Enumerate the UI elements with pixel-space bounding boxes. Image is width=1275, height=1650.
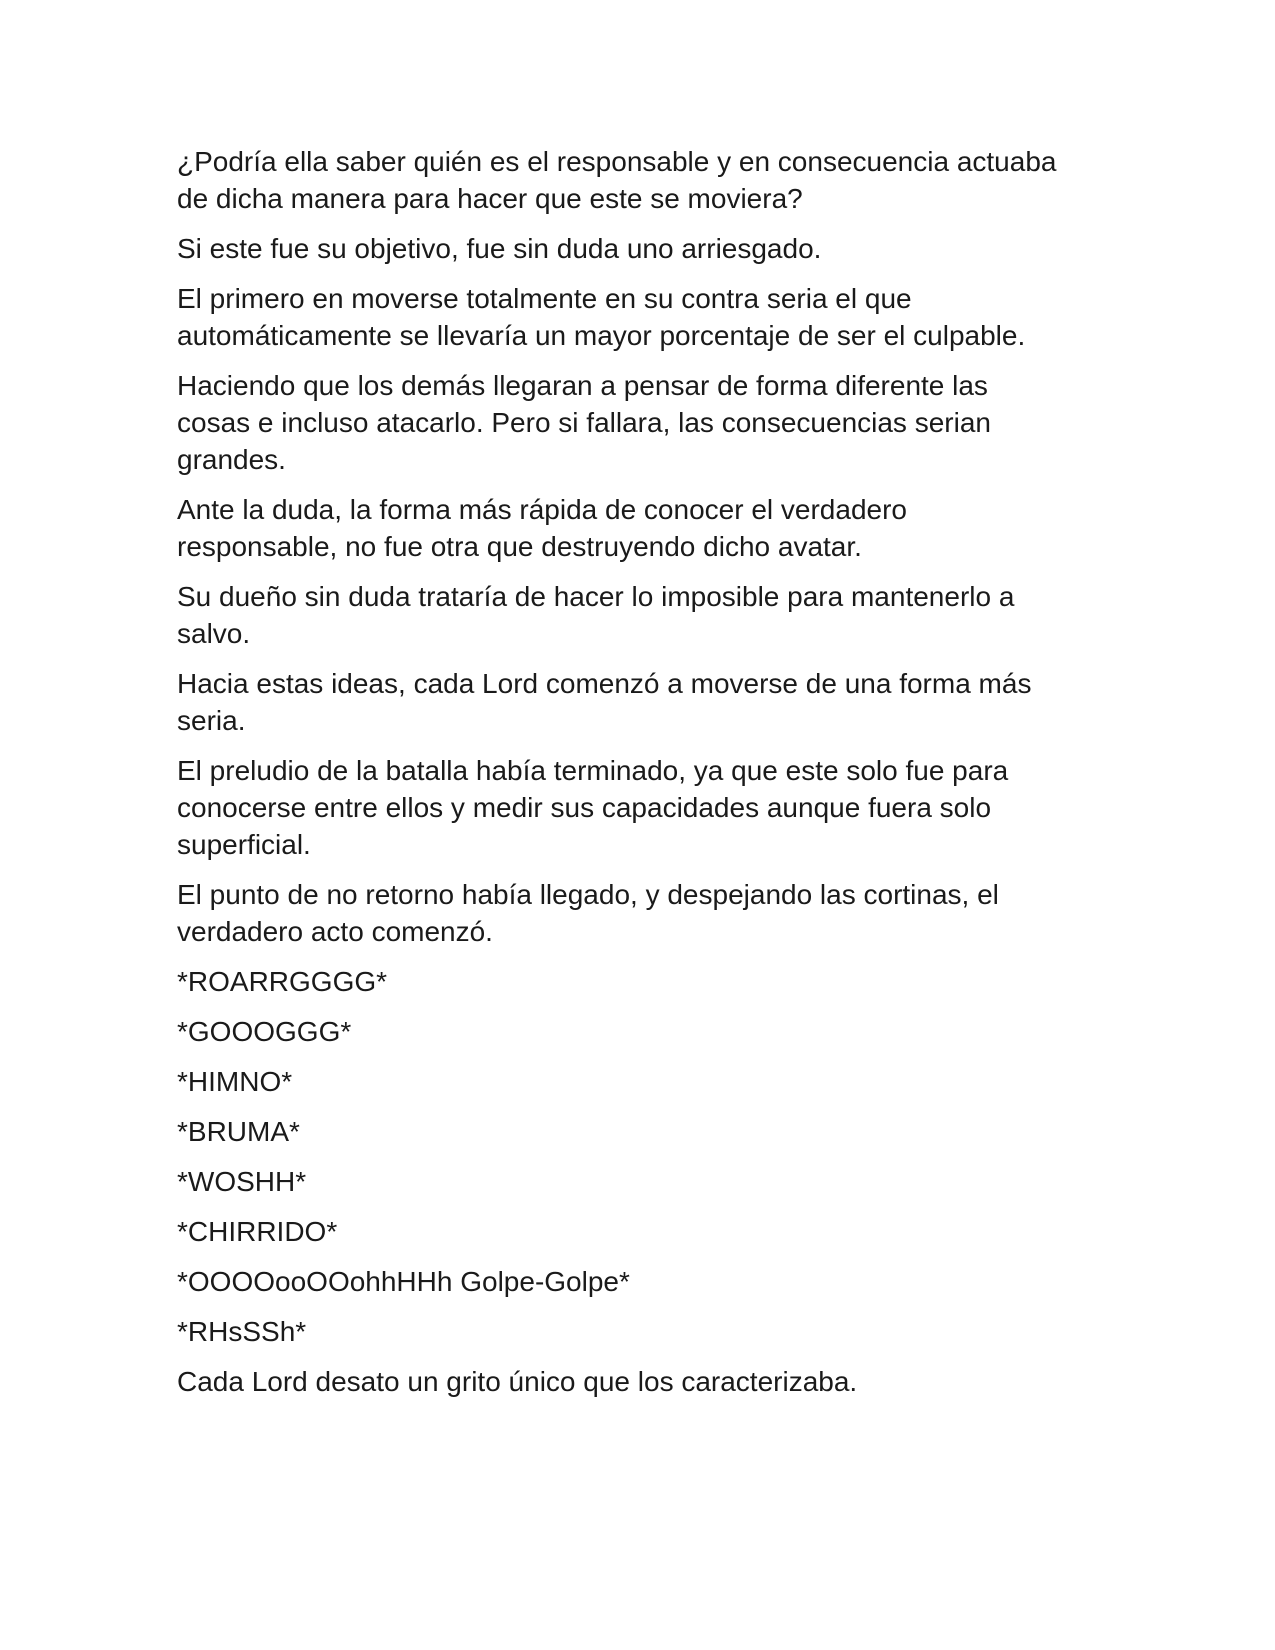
- paragraph-7: Hacia estas ideas, cada Lord comenzó a moverse de una forma más seria.: [177, 668, 1032, 736]
- onomatopoeia-bruma: *BRUMA*: [177, 1116, 300, 1147]
- paragraph-1: ¿Podría ella saber quién es el responsable y en consecuencia actuaba de dicha manera para hacer que este se moviera?: [177, 146, 1057, 214]
- paragraph-8: El preludio de la batalla había terminado, ya que este solo fue para conocerse entre ellos y medir sus capacidades aunque fuera solo superficial.: [177, 755, 1009, 860]
- paragraph-3: El primero en moverse totalmente en su contra seria el que automáticamente se llevaría un mayor porcentaje de ser el culpable.: [177, 283, 1026, 351]
- onomatopoeia-gooog: *GOOOGGG*: [177, 1016, 352, 1047]
- paragraph-2: Si este fue su objetivo, fue sin duda uno arriesgado.: [177, 233, 822, 264]
- onomatopoeia-golpe: *OOOOooOOohhHHh Golpe-Golpe*: [177, 1266, 630, 1297]
- paragraph-4: Haciendo que los demás llegaran a pensar de forma diferente las cosas e incluso atacarlo. Pero si fallara, las consecuencias serian grandes.: [177, 370, 991, 475]
- paragraph-final: Cada Lord desato un grito único que los caracterizaba.: [177, 1366, 858, 1397]
- onomatopoeia-woshh: *WOSHH*: [177, 1166, 307, 1197]
- paragraph-9: El punto de no retorno había llegado, y despejando las cortinas, el verdadero acto comenzó.: [177, 879, 999, 947]
- paragraph-6: Su dueño sin duda trataría de hacer lo imposible para mantenerlo a salvo.: [177, 581, 1015, 649]
- onomatopoeia-chirrido: *CHIRRIDO*: [177, 1216, 338, 1247]
- onomatopoeia-rhssh: *RHsSSh*: [177, 1316, 307, 1347]
- onomatopoeia-himno: *HIMNO*: [177, 1066, 293, 1097]
- onomatopoeia-roar: *ROARRGGGG*: [177, 966, 388, 997]
- paragraph-5: Ante la duda, la forma más rápida de conocer el verdadero responsable, no fue otra que destruyendo dicho avatar.: [177, 494, 907, 562]
